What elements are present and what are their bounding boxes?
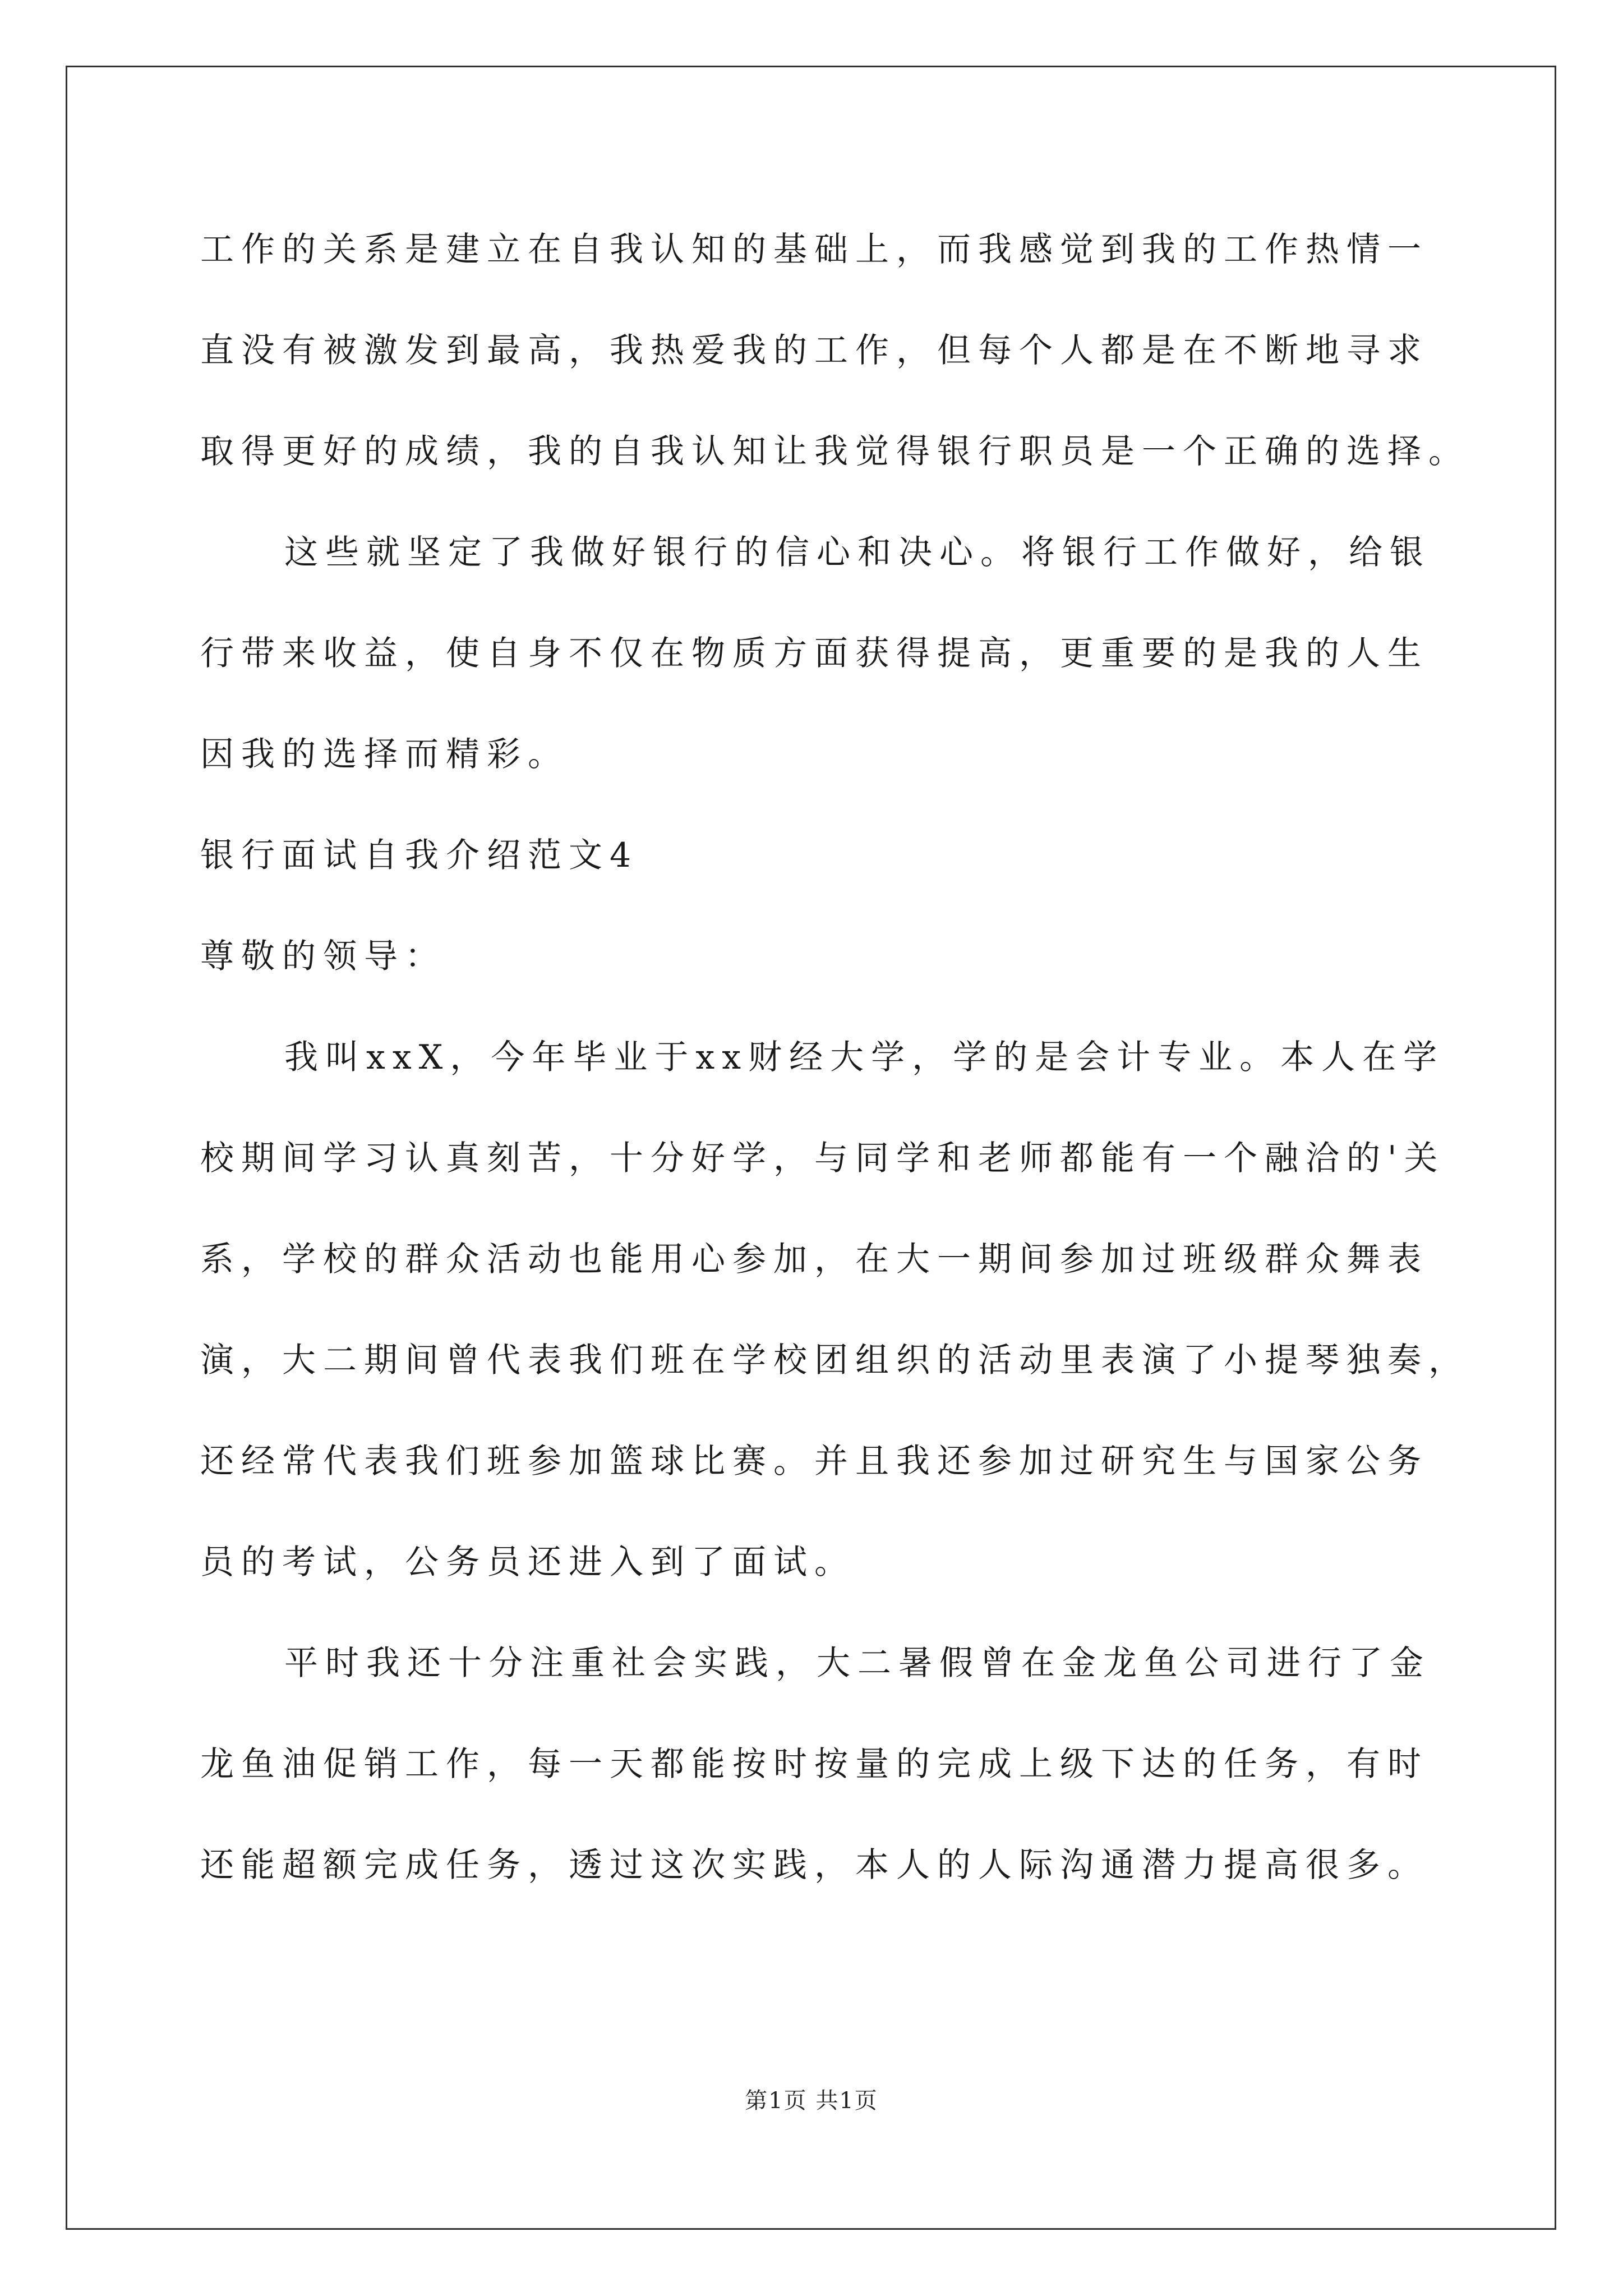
body-line: 还经常代表我们班参加篮球比赛。并且我还参加过研究生与国家公务 [200,1442,1428,1481]
body-line: 因我的选择而精彩。 [200,735,569,774]
body-line: 行带来收益，使自身不仅在物质方面获得提高，更重要的是我的人生 [200,634,1428,673]
body-line: 校期间学习认真刻苦，十分好学，与同学和老师都能有一个融洽的'关 [200,1139,1445,1178]
body-line: 工作的关系是建立在自我认知的基础上，而我感觉到我的工作热情一 [200,230,1428,269]
section-heading: 银行面试自我介绍范文4 [200,836,639,875]
body-line: 平时我还十分注重社会实践，大二暑假曾在金龙鱼公司进行了金 [284,1644,1431,1683]
body-line: 这些就坚定了我做好银行的信心和决心。将银行工作做好，给银 [284,533,1431,572]
body-line: 系，学校的群众活动也能用心参加，在大一期间参加过班级群众舞表 [200,1240,1428,1279]
body-line: 员的考试，公务员还进入到了面试。 [200,1543,855,1582]
body-line: 我叫xxX，今年毕业于xx财经大学，学的是会计专业。本人在学 [284,1038,1445,1077]
body-line: 直没有被激发到最高，我热爱我的工作，但每个人都是在不断地寻求 [200,331,1428,370]
body-line: 取得更好的成绩，我的自我认知让我觉得银行职员是一个正确的选择。 [200,432,1469,471]
body-line: 演，大二期间曾代表我们班在学校团组织的活动里表演了小提琴独奏， [200,1341,1469,1380]
body-line: 龙鱼油促销工作，每一天都能按时按量的完成上级下达的任务，有时 [200,1745,1428,1784]
page-number-footer: 第1页 共1页 [745,2088,878,2114]
body-line: 还能超额完成任务，透过这次实践，本人的人际沟通潜力提高很多。 [200,1846,1428,1885]
salutation: 尊敬的领导： [200,937,446,976]
